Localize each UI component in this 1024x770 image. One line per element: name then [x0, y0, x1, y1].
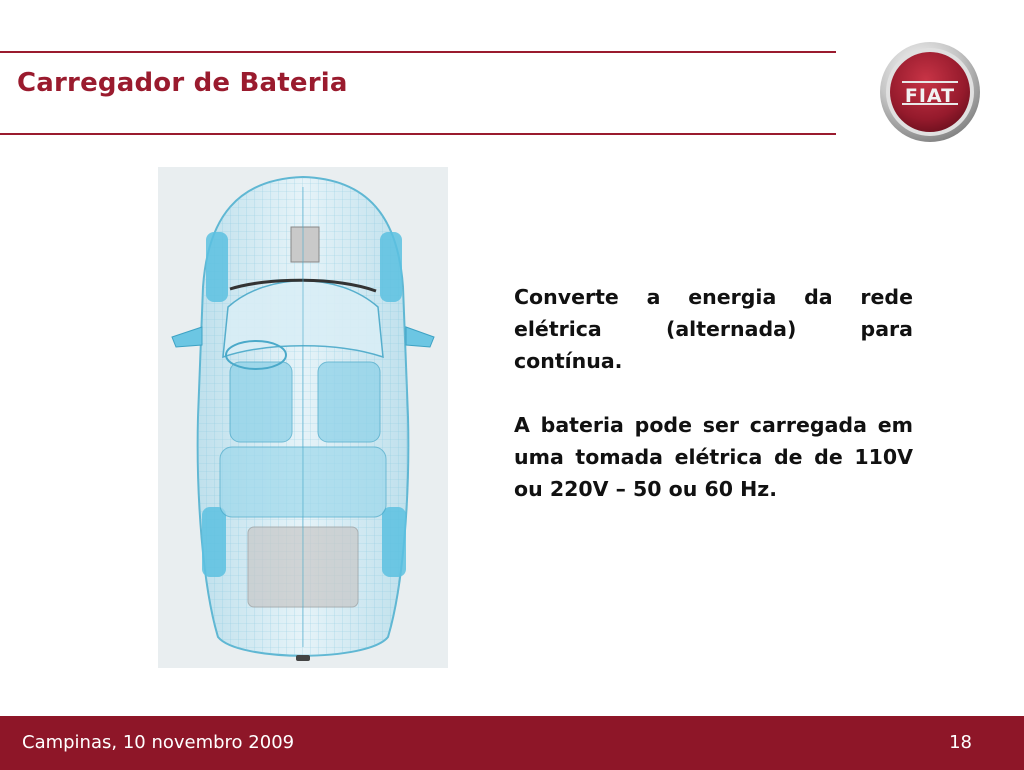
- slide-title: Carregador de Bateria: [17, 68, 348, 98]
- fiat-logo-icon: [878, 40, 982, 144]
- paragraph-charging: A bateria pode ser carregada em uma tomada elétrica de de 110V ou 220V – 50 ou 60 Hz.: [514, 413, 913, 501]
- paragraph-converter: Converte a energia da rede elétrica (alternada) para contínua.: [514, 285, 913, 373]
- car-xray-image: [158, 167, 448, 668]
- title-top-rule: [0, 51, 836, 53]
- page-number: 18: [949, 732, 972, 753]
- footer-bar: [0, 716, 1024, 770]
- title-bottom-rule: [0, 133, 836, 135]
- footer-location-date: Campinas, 10 novembro 2009: [22, 732, 295, 753]
- body-text: [514, 281, 913, 505]
- logo-text: FIAT: [904, 85, 956, 107]
- car-xray-topview-icon: [158, 167, 448, 668]
